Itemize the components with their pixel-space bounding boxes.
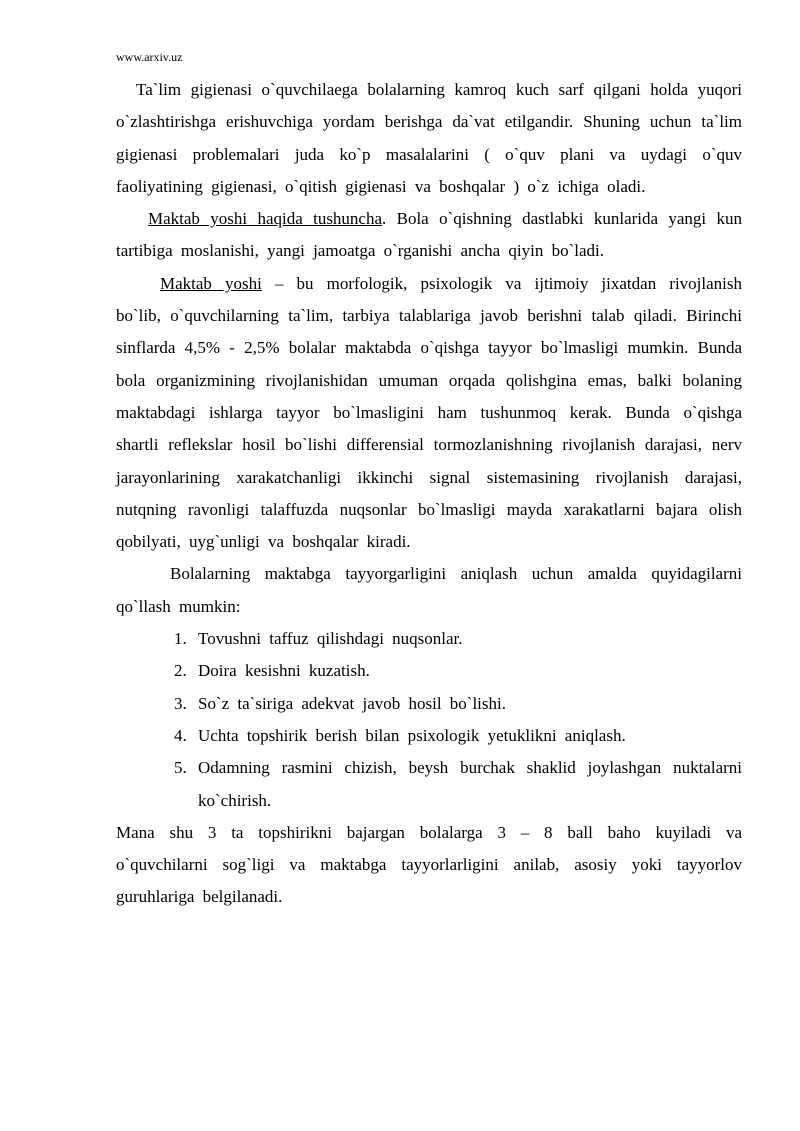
site-header: www.arxiv.uz — [116, 50, 183, 64]
list-item — [116, 655, 742, 687]
term-maktab-yoshi: Maktab yoshi — [160, 273, 262, 293]
list-text: Uchta topshirik berish bilan psixologik yetuklikni aniqlash. — [198, 725, 626, 745]
list-text: Odamning rasmini chizish, beysh burchak shaklid joylashgan nuktalarni ko`chirish. — [198, 758, 742, 810]
list-text: So`z ta`siriga adekvat javob hosil bo`lishi. — [198, 693, 506, 713]
list-text: Doira kesishni kuzatish. — [198, 661, 370, 681]
paragraph-tayyorgarlik-intro: Bolalarning maktabga tayyorgarligini aniqlash uchun amalda quyidagilarni qo`llash mumkin: — [116, 564, 742, 616]
list-number: 4. — [174, 725, 187, 745]
list-item — [116, 688, 742, 720]
paragraph-conclusion: Mana shu 3 ta topshirikni bajargan bolalarga 3 – 8 ball baho kuyiladi va o`quvchilarni sog`ligi va maktabga tayyorlarligini anilab, asosiy yoki tayyorlov guruhlariga belgilanadi. — [116, 822, 742, 907]
list-item — [116, 752, 742, 817]
list-text: Tovushni taffuz qilishdagi nuqsonlar. — [198, 629, 463, 649]
list-number: 3. — [174, 693, 187, 713]
list-item — [116, 720, 742, 752]
list-number: 5. — [174, 758, 187, 778]
term-maktab-yoshi-haqida-tushuncha: Maktab yoshi haqida tushuncha — [148, 209, 383, 229]
paragraph-text: – bu morfologik, psixologik va ijtimoiy jixatdan rivojlanish bo`lib, o`quvchilarning ta`lim, tarbiya talablariga javob berishni talab qiladi. Birinchi sinflarda 4,5% - 2,5% bolalar maktabda o`qishga tayyor bo`lmasligi mumkin. Bunda bola organizmining rivojlanishidan umuman orqada qolishgina emas, balki bolaning maktabdagi ishlarga tayyor bo`lmasligini ham tushunmoq kerak. Bunda o`qishga shartli reflekslar hosil bo`lishi differensial tormozlanishning rivojlanish darajasi, nerv jarayonlarining xarakatchanligi ikkinchi signal sistemasining rivojlanish darajasi, nutqning ravonligi talaffuzda nuqsonlar bo`lmasligi mayda xarakatlarni bajara olish qobilyati, uyg`unligi va boshqalar kiradi. — [116, 273, 742, 552]
paragraph-text: . Bola o`qishning dastlabki kunlarida yangi kun tartibiga moslanishi, yangi jamoatga o`rganishi ancha qiyin bo`ladi. — [116, 209, 742, 261]
list-number: 1. — [174, 629, 187, 649]
list-item — [116, 623, 742, 655]
document-body — [116, 74, 742, 914]
numbered-list — [116, 623, 742, 817]
paragraph-maktab-yoshi-tushuncha — [116, 203, 742, 268]
list-number: 2. — [174, 661, 187, 681]
paragraph-maktab-yoshi-definition — [116, 268, 742, 559]
paragraph-talim-gigienasi: Ta`lim gigienasi o`quvchilaega bolalarning kamroq kuch sarf qilgani holda yuqori o`zlashtirishga erishuvchiga yordam berishga da`vat etilgandir. Shuning uchun ta`lim gigienasi problemalari juda ko`p masalalarini ( o`quv plani va uydagi o`quv faoliyatining gigienasi, o`qitish gigienasi va boshqalar ) o`z ichiga oladi. — [116, 80, 742, 196]
